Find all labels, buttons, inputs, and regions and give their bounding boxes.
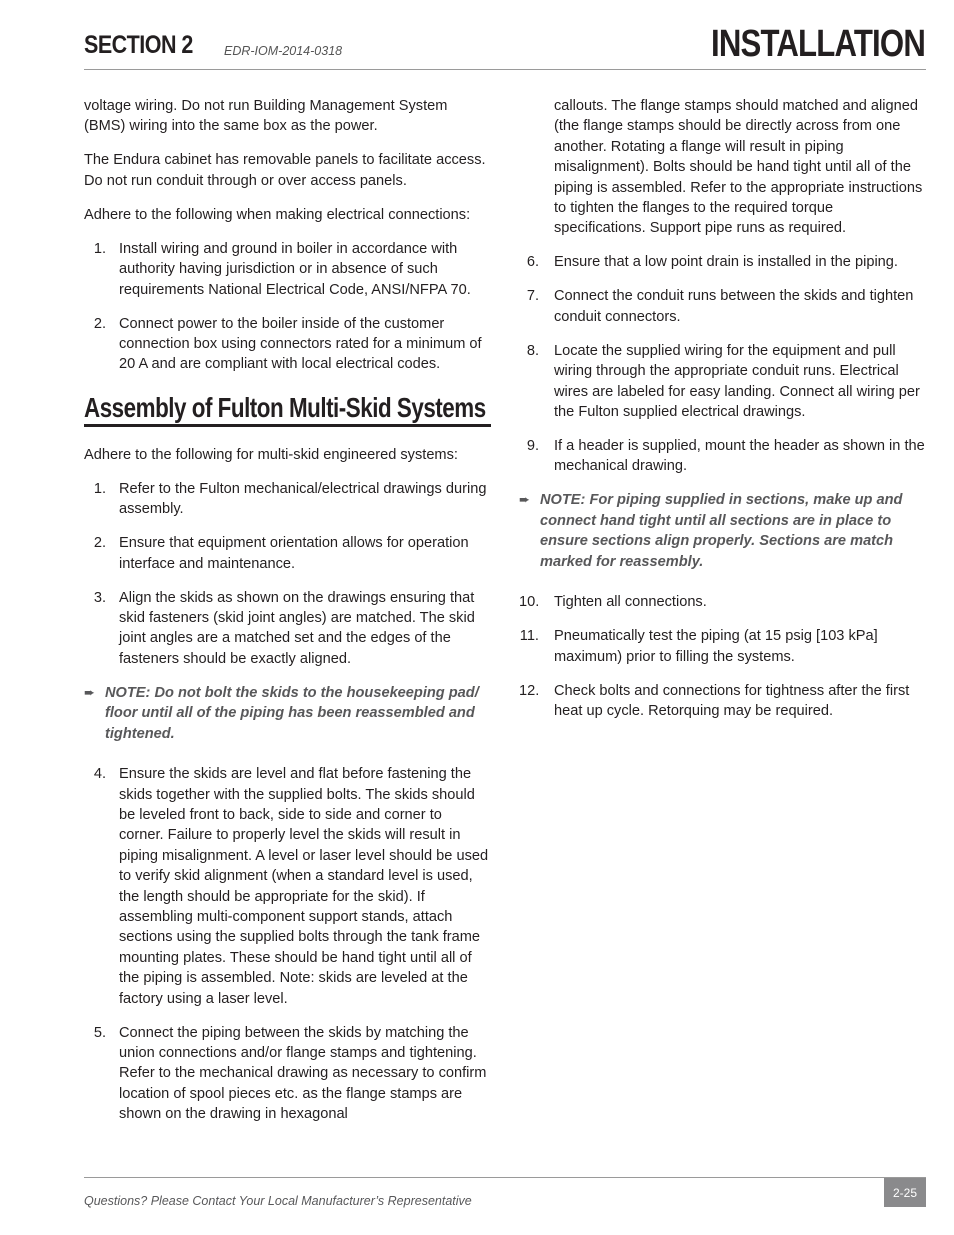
list-number: 2. xyxy=(93,315,106,332)
list-text: Connect power to the boiler inside of the customer connection box using connectors rated for a minimum of 20 A and are compliant with local electrical codes. xyxy=(119,315,482,373)
section-heading-text: Assembly of Fulton Multi-Skid Systems xyxy=(84,391,486,423)
list-number: 12. xyxy=(519,682,540,699)
note-skid-bolting xyxy=(84,683,490,744)
paragraph-cabinet-panels: The Endura cabinet has removable panels to facilitate access. Do not run conduit through or over access panels. xyxy=(84,152,486,189)
footer-divider xyxy=(84,1177,926,1178)
list-item-continuation: callouts. The flange stamps should matched and aligned (the flange stamps should be directly across from one another. Rotating a flange will result in piping misalignment). Bolts should be hand tight until all of the piping is assembled. Refer to the appropriate instructions to tighten the flanges to the required torque specifications. Support pipe runs as required. xyxy=(554,98,923,237)
page-title: INSTALLATION xyxy=(710,23,925,65)
list-number: 3. xyxy=(93,589,106,606)
list-number: 7. xyxy=(526,288,539,305)
list-item xyxy=(519,341,927,423)
list-item xyxy=(519,286,927,327)
list-item xyxy=(84,1023,490,1125)
footer-contact-text: Questions? Please Contact Your Local Manufacturer’s Representative xyxy=(84,1194,472,1208)
list-item xyxy=(519,681,927,722)
list-item xyxy=(84,533,490,574)
document-id: EDR-IOM-2014-0318 xyxy=(224,44,343,58)
list-item xyxy=(519,592,927,612)
list-item xyxy=(84,479,490,520)
list-text: Tighten all connections. xyxy=(554,594,707,611)
list-number: 5. xyxy=(93,1024,106,1041)
list-text: Pneumatically test the piping (at 15 psig [103 kPa] maximum) prior to filling the systems. xyxy=(554,628,878,665)
list-item xyxy=(519,626,927,667)
right-column xyxy=(519,96,927,735)
list-item xyxy=(84,588,490,670)
arrow-pointer-icon: ➨ xyxy=(84,684,95,700)
list-number: 1. xyxy=(93,240,106,257)
list-number: 11. xyxy=(519,628,539,645)
list-number: 10. xyxy=(519,594,540,611)
list-item xyxy=(84,314,490,375)
list-text: Locate the supplied wiring for the equipment and pull wiring through the appropriate conduit runs. Electrical wires are labeled for easy landing. Connect all wiring per the Fulton supplied electrical drawings. xyxy=(554,342,920,421)
list-number: 6. xyxy=(526,254,539,271)
note-text: NOTE: For piping supplied in sections, make up and connect hand tight until all sections are in place to ensure sections align properly. Sections are match marked for reassembly. xyxy=(540,492,903,570)
list-text: Install wiring and ground in boiler in accordance with authority having jurisdiction or in absence of such requirements National Electrical Code, ANSI/NFPA 70. xyxy=(119,240,471,298)
list-item xyxy=(519,436,927,477)
list-text: Ensure the skids are level and flat before fastening the skids together with the supplied bolts. The skids should be leveled front to back, side to side and corner to corner. Failure to properly level the skids will result in piping misalignment. A level or laser level should be used to verify skid alignment (when a standard level is used, the length should be appropriate for the skid). If assembling multi-component support stands, attach sections using the supplied bolts through the tank frame mounting plates. These should be hand tight until all of the piping is assembled. Note: skids are leveled at the factory using a laser level. xyxy=(119,766,489,1007)
paragraph-assembly-intro: Adhere to the following for multi-skid engineered systems: xyxy=(84,446,458,463)
list-text: If a header is supplied, mount the header as shown in the mechanical drawing. xyxy=(554,438,925,475)
list-number: 4. xyxy=(93,766,106,783)
header-divider xyxy=(84,69,926,70)
list-number: 2. xyxy=(93,535,106,552)
list-text: Check bolts and connections for tightness after the first heat up cycle. Retorquing may be required. xyxy=(554,682,910,719)
list-text: Ensure that a low point drain is installed in the piping. xyxy=(554,254,898,271)
page-number: 2-25 xyxy=(884,1178,926,1207)
arrow-pointer-icon: ➨ xyxy=(519,492,530,508)
left-column xyxy=(84,96,490,1138)
list-text: Refer to the Fulton mechanical/electrical drawings during assembly. xyxy=(119,480,487,518)
section-heading xyxy=(84,391,490,427)
list-text: Connect the piping between the skids by matching the union connections and/or flange stamps and tightening. Refer to the mechanical drawing as necessary to confirm location of spool pieces etc. as the flange stamps are shown on the drawing in hexagonal xyxy=(119,1024,487,1123)
paragraph-bms-wiring: voltage wiring. Do not run Building Management System (BMS) wiring into the same box as the power. xyxy=(84,98,448,135)
list-text: Align the skids as shown on the drawings ensuring that skid fasteners (skid joint angles) are matched. The skid joint angles are a matched set and the edges of the fasteners should be exactly aligned. xyxy=(119,589,475,667)
section-label: SECTION 2 xyxy=(84,31,193,59)
list-number: 1. xyxy=(93,480,106,497)
list-text: Ensure that equipment orientation allows for operation interface and maintenance. xyxy=(119,535,469,572)
note-piping-sections xyxy=(519,490,927,572)
list-text: Connect the conduit runs between the skids and tighten conduit connectors. xyxy=(554,288,914,325)
list-item xyxy=(84,239,490,300)
note-text: NOTE: Do not bolt the skids to the housekeeping pad/ floor until all of the piping has been reassembled and tightened. xyxy=(105,684,479,742)
paragraph-electrical-intro: Adhere to the following when making electrical connections: xyxy=(84,206,471,223)
list-item xyxy=(84,764,490,1009)
list-item xyxy=(519,252,927,272)
list-number: 8. xyxy=(526,342,539,359)
list-number: 9. xyxy=(526,438,539,455)
